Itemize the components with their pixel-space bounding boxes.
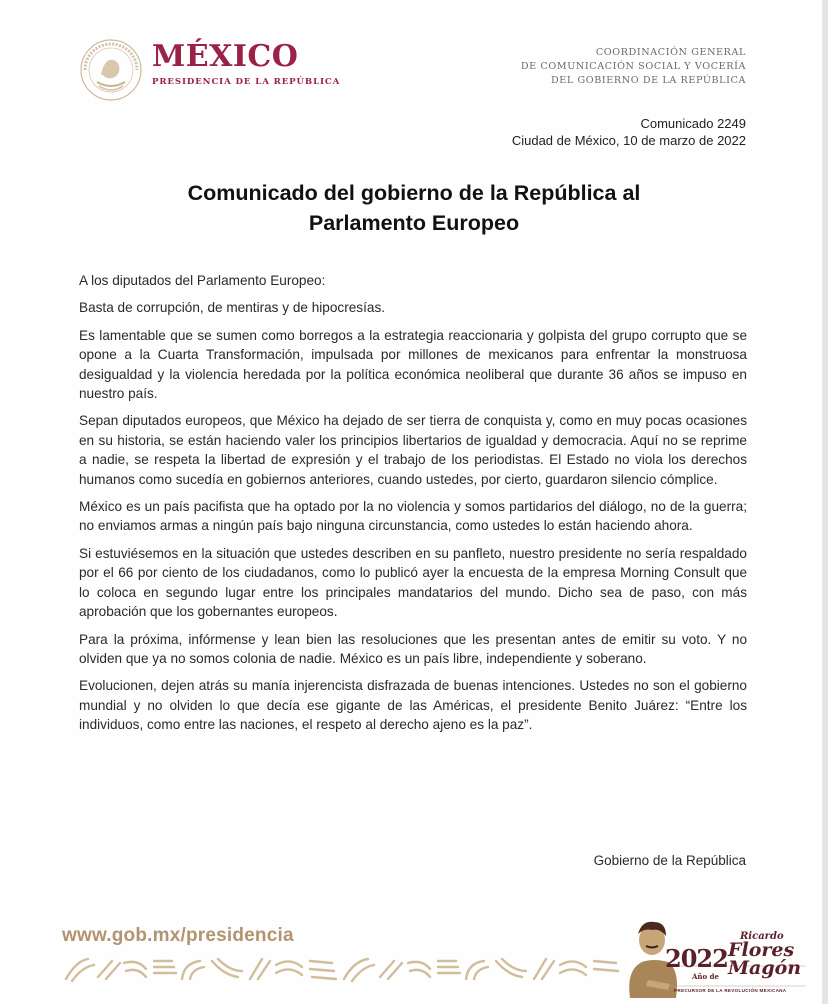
body-paragraph: Si estuviésemos en la situación que ustedes describen en su panfleto, nuestro presidente no sería respaldado por el 66 por ciento de los ciudadanos, como lo publicó ayer la encuesta de la empresa Morning Consult que lo coloca en segundo lugar entre los principales mandatarios del mundo. Dicho sea de paso, con más aprobación que los gobernantes europeos. [79, 545, 747, 620]
body-paragraph: México es un país pacifista que ha optado por la no violencia y somos partidarios del diálogo, no de la guerra; no enviamos armas a ningún país bajo ninguna circunstancia, como ustedes lo están haciendo ahora. [79, 499, 747, 534]
brand-title: MÉXICO [152, 39, 299, 74]
title-line: Parlamento Europeo [308, 211, 520, 235]
footer-url[interactable]: www.gob.mx/presidencia [62, 925, 294, 946]
signature: Gobierno de la República [593, 853, 746, 868]
agency-name [521, 46, 746, 88]
place-date: Ciudad de México, 10 de marzo de 2022 [511, 133, 746, 148]
decorative-pattern-band [62, 955, 622, 983]
commemorative-year: 2022 [665, 944, 728, 973]
commemorative-tagline: PRECURSOR DE LA REVOLUCIÓN MEXICANA [674, 988, 787, 993]
page-edge [822, 0, 828, 1004]
communique-number: Comunicado 2249 [640, 116, 746, 131]
coat-of-arms-seal-icon [79, 38, 143, 102]
title-line: Comunicado del gobierno de la República al [187, 181, 641, 205]
agency-line: COORDINACIÓN GENERAL [595, 47, 746, 58]
commemorative-first-name: Ricardo [740, 931, 784, 942]
salutation: A los diputados del Parlamento Europeo: [79, 273, 326, 288]
body-paragraph: Evolucionen, dejen atrás su manía injerencista disfrazada de buenas intenciones. Ustedes no son el gobierno mundial y no olviden lo que decía ese gigante de las Américas, el presidente Benito Juárez: “Entre los individuos, como entre las naciones, el respeto al derecho ajeno es la paz”. [79, 678, 747, 733]
body-paragraph: Basta de corrupción, de mentiras y de hipocresías. [79, 300, 386, 316]
brand-logo [152, 40, 340, 87]
brand-subtitle: PRESIDENCIA DE LA REPÚBLICA [152, 77, 341, 87]
commemorative-middle-name: Flores [728, 939, 795, 961]
commemorative-year-caption: Año de [692, 972, 719, 981]
body-paragraph: Es lamentable que se sumen como borregos a la estrategia reaccionaria y golpista del grupo corrupto que se opone a la Cuarta Transformación, impulsada por millones de mexicanos para enfrentar la monstruosa desigualdad y la violencia heredada por la política económica neoliberal que durante 36 años se impuso en nuestro país. [79, 327, 747, 402]
agency-line: DE COMUNICACIÓN SOCIAL Y VOCERÍA [520, 61, 746, 72]
commemorative-last-name: Magón [728, 957, 802, 979]
body-paragraph: Para la próxima, infórmense y lean bien las resoluciones que les presentan antes de emitir su voto. Y no olviden que ya no somos colonia de nadie. México es un país libre, independiente y soberano. [79, 631, 747, 666]
document-title [100, 178, 728, 238]
body-paragraph: Sepan diputados europeos, que México ha dejado de ser tierra de conquista y, como en muy pocas ocasiones en su historia, se están haciendo valer los principios libertarios de igualdad y democracia. Aquí no se reprime a nadie, se respeta la libertad de expresión y el trabajo de los periodistas. El Estado no viola los derechos humanos como sucedía en gobiernos anteriores, cuando ustedes, por cierto, guardaron silencio cómplice. [79, 413, 747, 487]
document-body [79, 271, 747, 743]
agency-line: DEL GOBIERNO DE LA REPÚBLICA [551, 75, 746, 86]
document-meta [512, 115, 746, 149]
